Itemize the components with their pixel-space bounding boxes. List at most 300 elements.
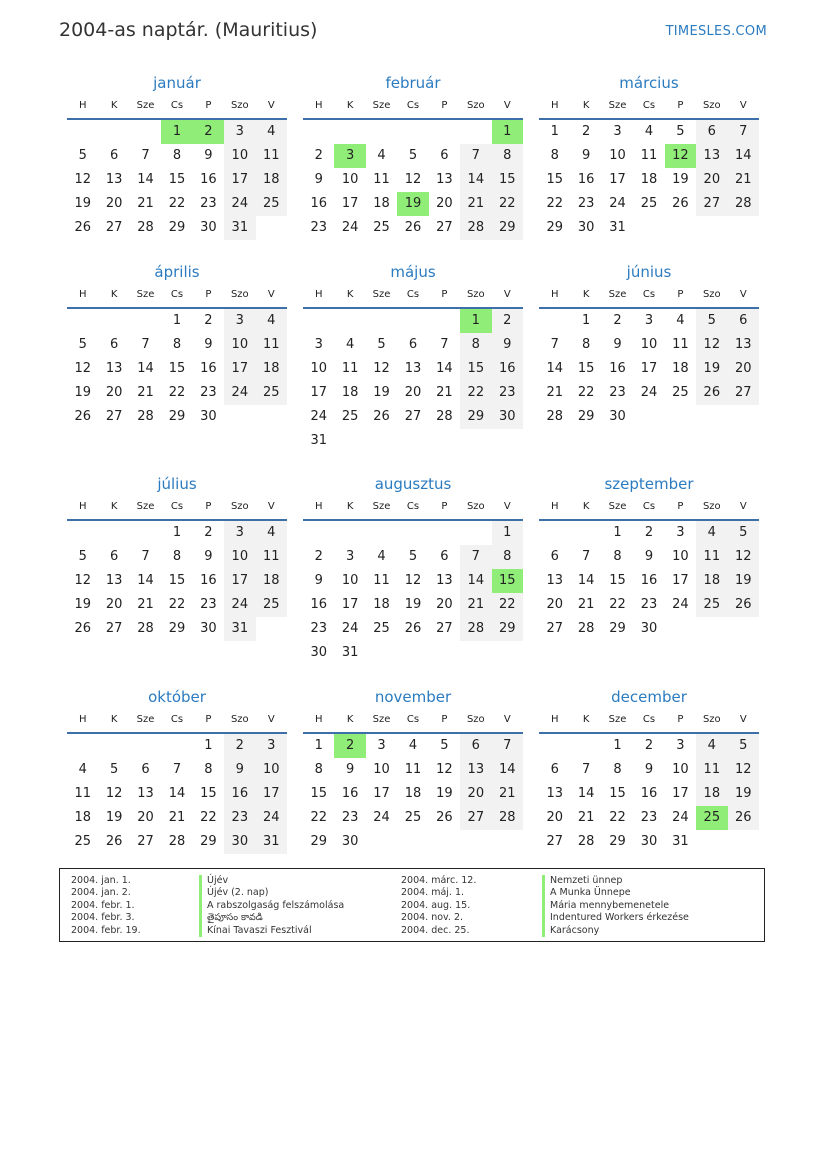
weekday-label: H: [78, 289, 87, 300]
empty-cell: [429, 120, 460, 144]
day-cell: 20: [436, 597, 453, 612]
empty-cell: [130, 521, 161, 545]
day-cell: 10: [341, 573, 359, 588]
day-cell: 6: [440, 549, 449, 564]
empty-cell: [130, 734, 161, 758]
day-cell: 1: [161, 120, 192, 144]
day-cell: 13: [546, 573, 563, 588]
month-1: [67, 72, 287, 240]
month-name: április: [154, 263, 200, 281]
day-cell: 9: [644, 762, 654, 777]
day-cell: 11: [373, 573, 390, 588]
legend-holiday-name: A Munka Ünnepe: [542, 887, 631, 899]
day-cell: 5: [377, 337, 386, 352]
holiday-legend: [59, 868, 765, 942]
day-cell: 22: [546, 196, 563, 211]
day-cell: 14: [460, 168, 491, 192]
day-cell: 30: [200, 621, 217, 636]
day-cell: 9: [204, 148, 213, 163]
day-cell: 25: [640, 196, 658, 211]
day-cell: 18: [404, 786, 422, 801]
day-cell: 27: [137, 834, 154, 849]
empty-cell: [303, 521, 334, 545]
weekday-header: [67, 708, 287, 734]
day-cell: 23: [310, 220, 327, 235]
day-cell: 5: [408, 148, 418, 163]
page-title: 2004-as naptár. (Mauritius): [59, 19, 318, 41]
weekday-label: P: [677, 501, 684, 512]
day-cell: 20: [546, 597, 563, 612]
day-cell: 22: [460, 381, 491, 405]
day-cell: 27: [105, 621, 123, 636]
day-cell: 25: [256, 593, 287, 617]
day-cell: 2: [314, 148, 323, 163]
weekday-header: [67, 283, 287, 309]
day-cell: 5: [78, 549, 87, 564]
day-cell: 12: [728, 758, 759, 782]
weekday-label: Cs: [170, 100, 184, 111]
day-grid: [303, 734, 523, 854]
day-cell: 3: [377, 738, 386, 753]
day-cell: 31: [224, 617, 255, 641]
month-name: január: [153, 74, 201, 92]
day-cell: 15: [200, 786, 217, 801]
month-10: [67, 686, 287, 854]
month-name: augusztus: [374, 475, 452, 493]
day-cell: 16: [492, 357, 523, 381]
day-cell: 12: [373, 361, 390, 376]
day-cell: 28: [460, 216, 491, 240]
legend-holiday-name: Nemzeti ünnep: [542, 875, 622, 887]
day-cell: 29: [577, 409, 595, 424]
day-cell: 21: [137, 196, 154, 211]
empty-cell: [570, 521, 601, 545]
day-cell: 5: [440, 738, 449, 753]
day-cell: 15: [546, 172, 563, 187]
month-5: [303, 261, 523, 453]
day-cell: 12: [696, 333, 727, 357]
weekday-label: K: [346, 289, 354, 300]
day-cell: 16: [224, 782, 255, 806]
day-cell: 10: [373, 762, 390, 777]
weekday-label: P: [441, 714, 448, 725]
day-cell: 8: [492, 545, 523, 569]
weekday-label: P: [205, 289, 212, 300]
month-8: [303, 473, 523, 665]
day-cell: 17: [310, 385, 327, 400]
day-cell: 29: [492, 617, 523, 641]
day-cell: 9: [644, 549, 654, 564]
day-cell: 18: [373, 597, 390, 612]
day-cell: 12: [404, 573, 422, 588]
weekday-label: P: [441, 289, 448, 300]
month-2: [303, 72, 523, 240]
day-cell: 22: [492, 192, 523, 216]
day-cell: 20: [105, 196, 123, 211]
day-cell: 10: [224, 333, 255, 357]
month-7: [67, 473, 287, 641]
day-cell: 25: [696, 806, 727, 830]
day-cell: 3: [224, 521, 255, 545]
day-cell: 3: [345, 549, 355, 564]
day-cell: 10: [256, 758, 287, 782]
day-grid: [67, 120, 287, 240]
day-cell: 24: [341, 220, 359, 235]
day-cell: 26: [404, 621, 422, 636]
day-cell: 13: [137, 786, 154, 801]
month-3: [539, 72, 759, 240]
day-cell: 4: [256, 309, 287, 333]
day-cell: 15: [577, 361, 595, 376]
day-cell: 10: [609, 148, 626, 163]
day-cell: 29: [200, 834, 217, 849]
day-cell: 25: [696, 593, 727, 617]
legend-date: 2004. aug. 15.: [401, 899, 471, 911]
legend-holiday-name: A rabszolgaság felszámolása: [199, 900, 344, 912]
day-cell: 11: [74, 786, 91, 801]
day-cell: 4: [377, 148, 386, 163]
day-cell: 18: [256, 168, 287, 192]
day-cell: 1: [204, 738, 213, 753]
weekday-label: Sze: [372, 289, 391, 300]
day-cell: 23: [640, 597, 658, 612]
day-cell: 19: [74, 597, 91, 612]
legend-date: 2004. dec. 25.: [401, 924, 470, 936]
weekday-label: P: [677, 289, 684, 300]
day-cell: 28: [137, 621, 154, 636]
weekday-label: V: [503, 714, 511, 725]
day-cell: 22: [492, 593, 523, 617]
day-cell: 21: [492, 782, 523, 806]
day-cell: 27: [460, 806, 491, 830]
day-cell: 10: [224, 144, 255, 168]
day-cell: 22: [577, 385, 595, 400]
day-cell: 26: [74, 220, 91, 235]
weekday-label: K: [582, 501, 590, 512]
day-cell: 15: [609, 573, 626, 588]
day-cell: 4: [696, 734, 727, 758]
day-cell: 30: [609, 409, 626, 424]
day-cell: 7: [550, 337, 559, 352]
day-cell: 30: [200, 220, 217, 235]
day-cell: 8: [581, 337, 591, 352]
empty-cell: [366, 120, 397, 144]
day-cell: 11: [373, 172, 390, 187]
weekday-label: V: [739, 100, 747, 111]
empty-cell: [696, 617, 727, 641]
day-cell: 28: [577, 621, 595, 636]
weekday-label: Cs: [642, 100, 656, 111]
day-cell: 26: [728, 806, 759, 830]
day-cell: 10: [224, 545, 255, 569]
empty-cell: [539, 521, 570, 545]
month-name: július: [157, 475, 197, 493]
weekday-label: V: [503, 100, 511, 111]
day-cell: 15: [168, 172, 186, 187]
weekday-label: V: [739, 714, 747, 725]
day-cell: 17: [224, 168, 255, 192]
empty-cell: [429, 641, 460, 665]
weekday-label: Sze: [372, 100, 391, 111]
day-cell: 1: [613, 738, 622, 753]
day-cell: 14: [577, 573, 595, 588]
day-cell: 14: [137, 573, 154, 588]
day-cell: 16: [310, 196, 327, 211]
day-cell: 11: [341, 361, 359, 376]
day-cell: 6: [550, 762, 559, 777]
day-cell: 5: [676, 124, 685, 139]
empty-cell: [256, 405, 287, 429]
weekday-label: P: [441, 501, 448, 512]
empty-cell: [665, 617, 696, 641]
day-cell: 24: [341, 621, 359, 636]
weekday-header: [303, 708, 523, 734]
weekday-label: Cs: [642, 289, 656, 300]
day-cell: 28: [137, 409, 154, 424]
weekday-label: Szo: [230, 289, 249, 300]
day-cell: 20: [696, 168, 727, 192]
day-cell: 26: [696, 381, 727, 405]
month-name: február: [385, 74, 441, 92]
day-cell: 23: [640, 810, 658, 825]
day-cell: 20: [728, 357, 759, 381]
day-cell: 25: [341, 409, 359, 424]
day-cell: 1: [581, 313, 591, 328]
day-cell: 15: [310, 786, 327, 801]
day-cell: 3: [224, 309, 255, 333]
day-cell: 12: [74, 573, 91, 588]
weekday-label: Cs: [406, 501, 420, 512]
day-cell: 17: [609, 172, 626, 187]
day-cell: 16: [310, 597, 327, 612]
month-name: október: [148, 688, 206, 706]
month-name: március: [619, 74, 679, 92]
empty-cell: [67, 734, 98, 758]
empty-cell: [696, 830, 727, 854]
month-name: június: [626, 263, 672, 281]
day-cell: 25: [672, 385, 689, 400]
day-cell: 11: [696, 758, 727, 782]
weekday-label: Szo: [466, 289, 485, 300]
day-cell: 26: [373, 409, 390, 424]
empty-cell: [224, 405, 255, 429]
day-cell: 15: [460, 357, 491, 381]
day-cell: 3: [644, 313, 654, 328]
weekday-label: Cs: [642, 501, 656, 512]
day-cell: 19: [373, 385, 390, 400]
month-name: szeptember: [604, 475, 694, 493]
day-cell: 14: [168, 786, 186, 801]
day-cell: 9: [224, 758, 255, 782]
day-cell: 22: [168, 597, 186, 612]
day-cell: 18: [256, 569, 287, 593]
day-cell: 2: [644, 738, 654, 753]
day-cell: 30: [640, 621, 658, 636]
day-cell: 18: [696, 569, 727, 593]
weekday-label: H: [314, 714, 323, 725]
day-cell: 18: [672, 361, 689, 376]
day-cell: 25: [256, 192, 287, 216]
day-cell: 24: [672, 597, 689, 612]
day-cell: 21: [546, 385, 563, 400]
day-cell: 1: [460, 309, 491, 333]
weekday-label: Cs: [406, 714, 420, 725]
day-cell: 12: [74, 172, 91, 187]
weekday-label: P: [677, 100, 684, 111]
day-cell: 8: [550, 148, 559, 163]
day-cell: 11: [256, 545, 287, 569]
day-cell: 15: [168, 573, 186, 588]
day-grid: [539, 120, 759, 240]
day-cell: 6: [728, 309, 759, 333]
day-grid: [67, 309, 287, 429]
empty-cell: [303, 120, 334, 144]
weekday-label: K: [582, 100, 590, 111]
weekday-label: K: [346, 100, 354, 111]
day-cell: 13: [404, 361, 422, 376]
day-cell: 2: [613, 313, 622, 328]
empty-cell: [366, 521, 397, 545]
weekday-label: Szo: [702, 501, 721, 512]
day-grid: [67, 734, 287, 854]
empty-cell: [334, 309, 365, 333]
day-cell: 7: [141, 337, 150, 352]
day-cell: 21: [460, 593, 491, 617]
day-cell: 27: [546, 621, 563, 636]
day-cell: 23: [224, 806, 255, 830]
day-cell: 7: [492, 734, 523, 758]
day-cell: 19: [696, 357, 727, 381]
day-cell: 19: [74, 196, 91, 211]
day-cell: 21: [168, 810, 186, 825]
weekday-label: Szo: [702, 100, 721, 111]
empty-cell: [67, 120, 98, 144]
day-cell: 13: [105, 573, 123, 588]
day-cell: 29: [546, 220, 563, 235]
day-cell: 6: [460, 734, 491, 758]
day-cell: 27: [436, 621, 453, 636]
day-grid: [303, 120, 523, 240]
day-cell: 5: [109, 762, 119, 777]
day-cell: 13: [728, 333, 759, 357]
day-cell: 24: [672, 810, 689, 825]
empty-cell: [728, 617, 759, 641]
weekday-label: Sze: [608, 501, 627, 512]
day-cell: 22: [609, 597, 626, 612]
empty-cell: [397, 521, 428, 545]
day-cell: 17: [373, 786, 390, 801]
day-cell: 8: [613, 549, 622, 564]
day-cell: 20: [404, 385, 422, 400]
day-cell: 29: [168, 621, 186, 636]
day-cell: 17: [341, 196, 359, 211]
day-cell: 2: [492, 309, 523, 333]
weekday-label: Szo: [230, 714, 249, 725]
day-cell: 18: [640, 172, 658, 187]
day-cell: 30: [310, 645, 327, 660]
day-cell: 19: [728, 782, 759, 806]
day-cell: 1: [613, 525, 622, 540]
day-cell: 12: [74, 361, 91, 376]
day-cell: 14: [460, 569, 491, 593]
empty-cell: [492, 429, 523, 453]
empty-cell: [161, 734, 192, 758]
day-cell: 31: [672, 834, 689, 849]
day-grid: [539, 734, 759, 854]
day-cell: 16: [200, 361, 217, 376]
day-grid: [539, 521, 759, 641]
day-cell: 19: [404, 597, 422, 612]
day-cell: 21: [137, 597, 154, 612]
day-cell: 23: [609, 385, 626, 400]
day-cell: 1: [492, 120, 523, 144]
day-cell: 11: [256, 333, 287, 357]
weekday-label: Sze: [136, 289, 155, 300]
day-cell: 30: [200, 409, 217, 424]
day-cell: 3: [256, 734, 287, 758]
day-cell: 24: [224, 381, 255, 405]
empty-cell: [98, 120, 129, 144]
day-cell: 22: [168, 385, 186, 400]
day-cell: 3: [314, 337, 323, 352]
day-grid: [67, 521, 287, 641]
weekday-label: V: [503, 501, 511, 512]
day-cell: 9: [345, 762, 355, 777]
day-cell: 5: [696, 309, 727, 333]
weekday-label: Cs: [170, 289, 184, 300]
brand-link[interactable]: TIMESLES.COM: [665, 24, 767, 39]
day-cell: 24: [373, 810, 390, 825]
day-cell: 13: [436, 172, 453, 187]
day-cell: 5: [408, 549, 418, 564]
day-cell: 3: [613, 124, 622, 139]
weekday-label: H: [314, 501, 323, 512]
empty-cell: [366, 429, 397, 453]
empty-cell: [460, 521, 491, 545]
day-cell: 21: [577, 597, 595, 612]
day-cell: 4: [696, 521, 727, 545]
weekday-label: Sze: [136, 100, 155, 111]
weekday-label: Cs: [170, 501, 184, 512]
weekday-label: K: [582, 714, 590, 725]
day-cell: 7: [581, 549, 591, 564]
day-cell: 22: [200, 810, 217, 825]
empty-cell: [256, 617, 287, 641]
day-cell: 5: [728, 734, 759, 758]
weekday-label: Szo: [230, 100, 249, 111]
month-4: [67, 261, 287, 429]
weekday-label: Sze: [372, 501, 391, 512]
day-cell: 16: [200, 573, 217, 588]
empty-cell: [98, 309, 129, 333]
day-cell: 20: [105, 597, 123, 612]
weekday-label: Cs: [406, 100, 420, 111]
legend-date: 2004. máj. 1.: [401, 887, 465, 899]
empty-cell: [334, 521, 365, 545]
day-cell: 15: [609, 786, 626, 801]
weekday-header: [67, 94, 287, 120]
day-cell: 28: [137, 220, 154, 235]
day-cell: 4: [644, 124, 654, 139]
day-cell: 29: [168, 220, 186, 235]
day-cell: 8: [172, 148, 182, 163]
empty-cell: [429, 830, 460, 854]
empty-cell: [429, 429, 460, 453]
day-cell: 3: [676, 738, 685, 753]
day-cell: 4: [377, 549, 386, 564]
day-cell: 13: [105, 361, 123, 376]
day-cell: 30: [577, 220, 595, 235]
